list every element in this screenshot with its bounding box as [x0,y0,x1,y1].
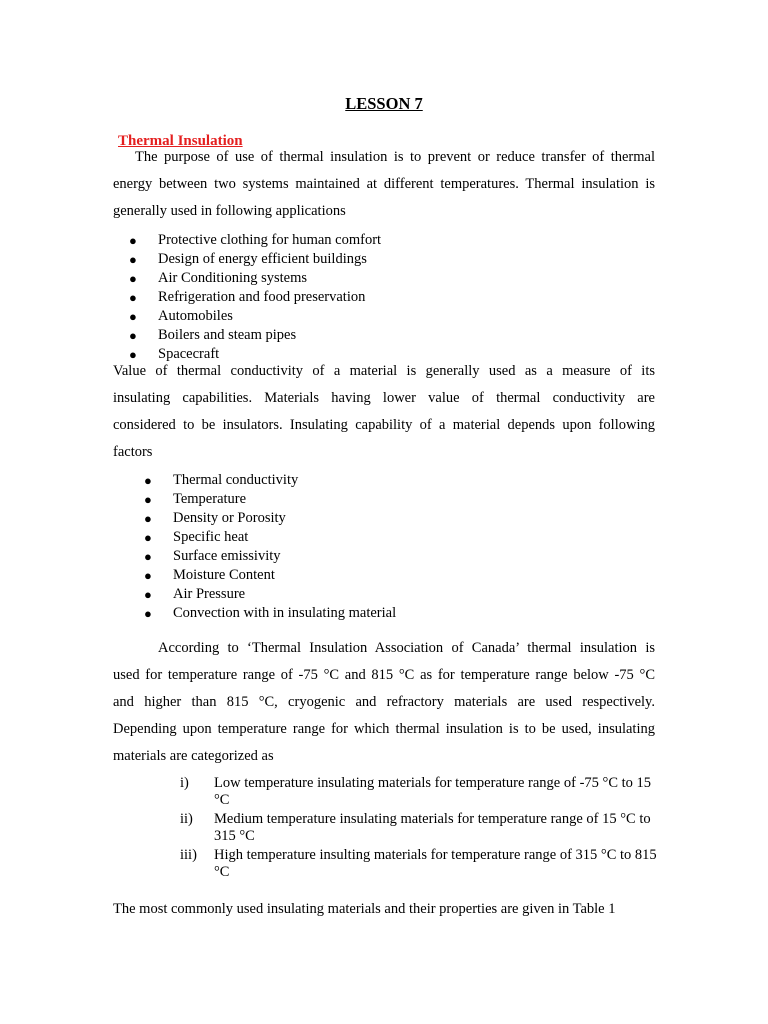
intro-line: generally used in following applications [113,203,346,219]
list-item: ● Spacecraft [129,346,220,362]
association-line: Depending upon temperature range for which thermal insulation is to be used, insulating [113,721,655,737]
factors-list [144,471,397,623]
list-item: ● Density or Porosity [144,510,286,526]
bullet-icon: ● [129,252,137,267]
list-item: ● Air Conditioning systems [129,270,308,286]
bullet-icon: ● [144,530,152,545]
list-item: ● Surface emissivity [144,548,281,564]
list-item: ● Specific heat [144,529,249,545]
list-item: ● Protective clothing for human comfort [129,232,382,248]
conductivity-line: factors [113,444,153,460]
conductivity-line: insulating capabilities. Materials having lower value of thermal conductivity are [113,390,655,406]
bullet-icon: ● [144,568,152,583]
list-item: i) Low temperature insulating materials for temperature range of -75 °C to 15 °C [180,775,652,808]
lesson-title: LESSON 7 [345,94,423,113]
list-item: ● Air Pressure [144,586,246,602]
bullet-icon: ● [144,606,152,621]
list-item: ● Thermal conductivity [144,472,299,488]
bullet-icon: ● [129,233,137,248]
conductivity-line: Value of thermal conductivity of a material is generally used as a measure of its [113,363,655,379]
list-item: ii) Medium temperature insulating materials for temperature range of 15 °C to 315 °C [180,811,651,844]
bullet-icon: ● [144,492,152,507]
bullet-icon: ● [129,290,137,305]
bullet-icon: ● [129,271,137,286]
bullet-icon: ● [144,587,152,602]
list-item: ● Refrigeration and food preservation [129,289,366,305]
list-item: ● Moisture Content [144,567,275,583]
bullet-icon: ● [144,549,152,564]
list-item: ● Boilers and steam pipes [129,327,297,343]
list-item: iii) High temperature insulting materials for temperature range of 315 °C to 815 °C [180,847,657,880]
section-heading: Thermal Insulation [118,133,243,149]
bullet-icon: ● [129,309,137,324]
applications-list [129,231,382,364]
bullet-icon: ● [129,328,137,343]
categories-list [180,775,658,883]
bullet-icon: ● [129,347,137,362]
closing-sentence: The most commonly used insulating materials and their properties are given in Table 1 [113,901,616,917]
association-line: and higher than 815 °C, cryogenic and refractory materials are used respectively. [113,694,655,710]
bullet-icon: ● [144,511,152,526]
conductivity-line: considered to be insulators. Insulating capability of a material depends upon following [113,417,655,433]
association-line: According to ‘Thermal Insulation Association of Canada’ thermal insulation is [158,640,655,656]
association-line: used for temperature range of -75 °C and 815 °C as for temperature range below -75 °C [113,667,655,683]
intro-paragraph [113,144,655,225]
list-item: ● Design of energy efficient buildings [129,251,367,267]
bullet-icon: ● [144,473,152,488]
association-paragraph [113,635,655,770]
list-item: ● Convection with in insulating material [144,605,397,621]
list-item: ● Automobiles [129,308,233,324]
intro-line: energy between two systems maintained at different temperatures. Thermal insulation is [113,176,655,192]
conductivity-paragraph [113,358,655,466]
association-line: materials are categorized as [113,748,274,764]
intro-line: The purpose of use of thermal insulation is to prevent or reduce transfer of thermal [135,149,655,165]
list-item: ● Temperature [144,491,247,507]
